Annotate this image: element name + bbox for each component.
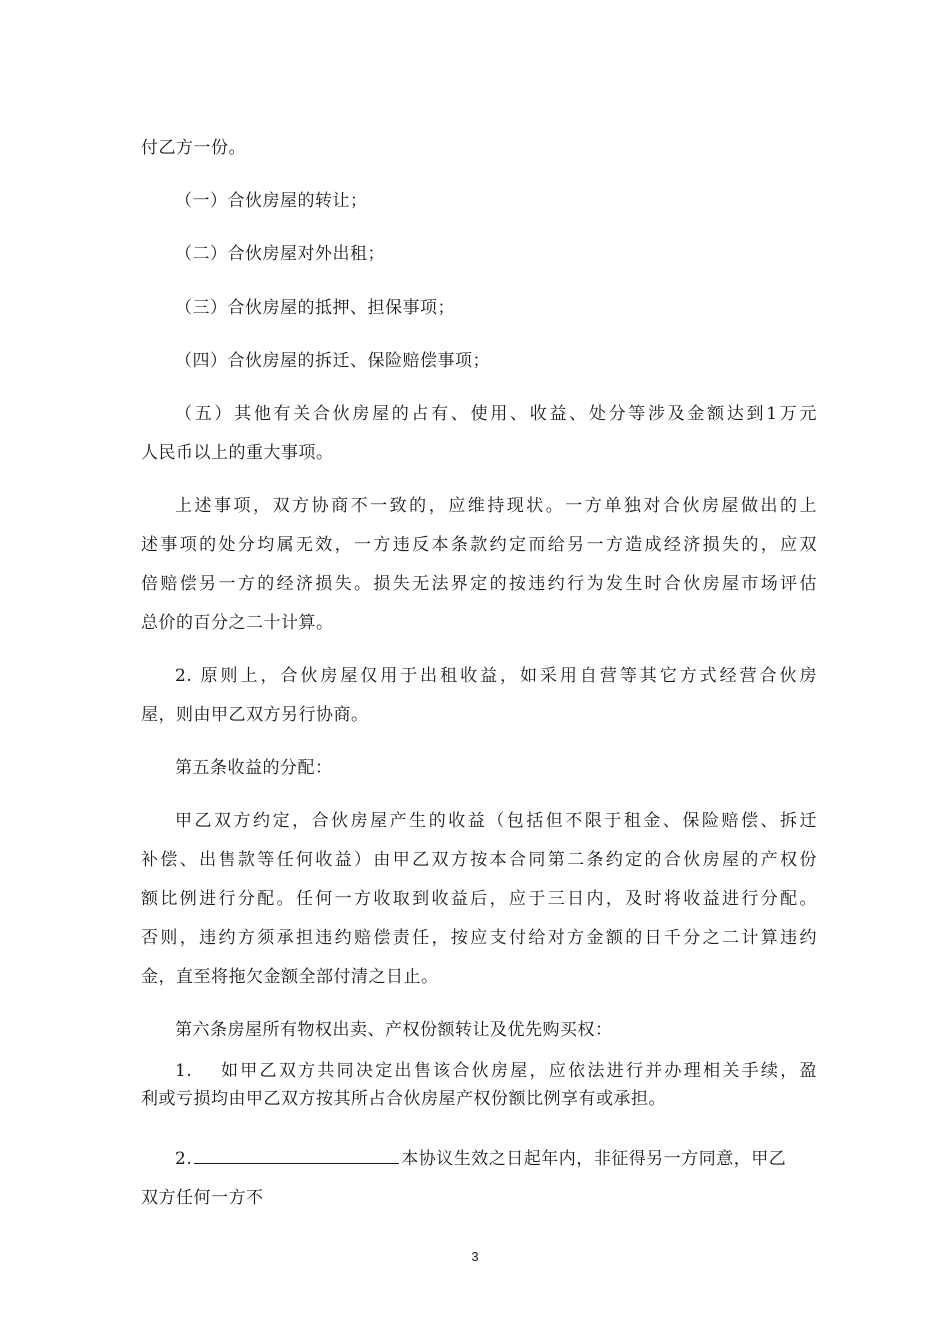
text-line: 额比例进行分配。任何一方收取到收益后，应于三日内，及时将收益进行分配。 (141, 889, 817, 909)
list-item: （三）合伙房屋的抵押、担保事项； (175, 298, 455, 318)
fill-in-blank (194, 1146, 399, 1164)
list-item: （二）合伙房屋对外出租； (175, 244, 385, 264)
list-item: （五）其他有关合伙房屋的占有、使用、收益、处分等涉及金额达到1万元 (175, 404, 817, 424)
text-line: 屋，则由甲乙双方另行协商。 (141, 705, 369, 725)
text-line: 1. 如甲乙双方共同决定出售该合伙房屋，应依法进行并办理相关手续，盈 (175, 1061, 817, 1081)
list-item: （一）合伙房屋的转让； (175, 191, 368, 211)
text-line: 甲乙双方约定，合伙房屋产生的收益（包括但不限于租金、保险赔偿、拆迁 (175, 811, 817, 831)
section-heading: 第五条收益的分配： (175, 758, 333, 778)
clause-number: 2. (175, 1149, 193, 1169)
text-line: 述事项的处分均属无效，一方违反本条款约定而给另一方造成经济损失的，应双 (141, 535, 817, 555)
page-number: 3 (471, 1249, 479, 1264)
text-line: 2. 原则上，合伙房屋仅用于出租收益，如采用自营等其它方式经营合伙房 (175, 666, 817, 686)
text-line-with-blank (175, 1146, 786, 1171)
text-line: 否则，违约方须承担违约赔偿责任，按应支付给对方金额的日千分之二计算违约 (141, 928, 817, 948)
text-line: 补偿、出售款等任何收益）由甲乙双方按本合同第二条约定的合伙房屋的产权份 (141, 850, 817, 870)
clause-text: 本协议生效之日起年内，非征得另一方同意，甲乙 (401, 1149, 787, 1169)
section-heading: 第六条房屋所有物权出卖、产权份额转让及优先购买权： (175, 1020, 613, 1040)
text-line: 利或亏损均由甲乙双方按其所占合伙房屋产权份额比例享有或承担。 (141, 1089, 666, 1109)
text-line: 双方任何一方不 (141, 1188, 264, 1208)
text-line: 付乙方一份。 (141, 138, 246, 158)
list-item: （四）合伙房屋的拆迁、保险赔偿事项； (175, 351, 490, 371)
text-line: 金，直至将拖欠金额全部付清之日止。 (141, 967, 439, 987)
text-line: 人民币以上的重大事项。 (141, 443, 334, 463)
text-line: 倍赔偿另一方的经济损失。损失无法界定的按违约行为发生时合伙房屋市场评估 (141, 574, 817, 594)
text-line: 总价的百分之二十计算。 (141, 613, 334, 633)
text-line: 上述事项，双方协商不一致的，应维持现状。一方单独对合伙房屋做出的上 (175, 496, 817, 516)
